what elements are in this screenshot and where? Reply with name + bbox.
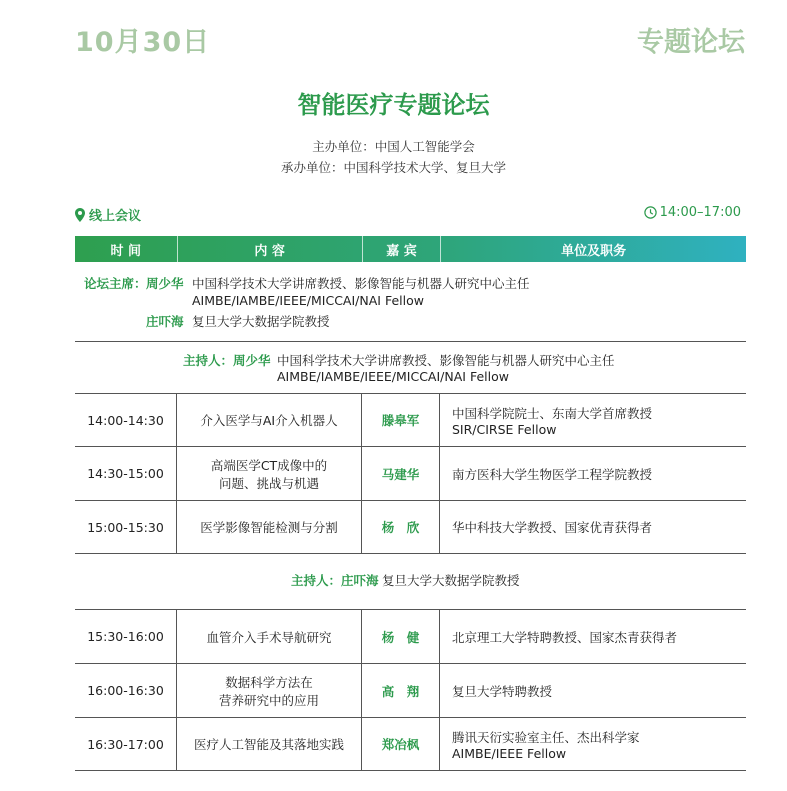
header-guest: 嘉 宾 [363, 236, 442, 262]
table-row [75, 718, 746, 771]
session1-host: 主持人：周少华 [183, 353, 271, 368]
row-speaker: 滕皋军 [362, 394, 440, 446]
session2-host-title: 复旦大学大数据学院教授 [382, 573, 520, 588]
row-affiliation [440, 718, 746, 770]
affiliation-line-2: AIMBE/IEEE Fellow [452, 745, 567, 761]
session1-host-fellow: AIMBE/IAMBE/IEEE/MICCAI/NAI Fellow [277, 369, 509, 384]
table-row [75, 664, 746, 718]
row-topic [177, 447, 362, 500]
row-affiliation: 北京理工大学特聘教授、国家杰青获得者 [452, 629, 678, 645]
session2-host: 主持人：庄吓海 [291, 573, 379, 588]
forum-date: 10月30日 [75, 27, 211, 58]
topic-line: 高端医学CT成像中的 [210, 457, 328, 473]
row-speaker: 杨 健 [362, 610, 440, 663]
row-topic: 医学影像智能检测与分割 [177, 501, 362, 553]
row-speaker: 马建华 [362, 447, 440, 500]
meeting-location [75, 205, 141, 224]
header-time: 时 间 [75, 236, 178, 262]
affiliation-line: 腾讯天衍实验室主任、杰出科学家 [452, 729, 640, 745]
row-time: 15:30-16:00 [75, 610, 177, 663]
table-row [75, 501, 746, 554]
location-pin-icon [75, 208, 85, 222]
clock-icon [644, 206, 657, 219]
agenda-table [75, 236, 746, 771]
row-speaker: 郑冶枫 [362, 718, 440, 770]
row-affiliation: 复旦大学特聘教授 [452, 683, 553, 699]
row-topic: 医疗人工智能及其落地实践 [177, 718, 362, 770]
affiliation-line: 中国科学院院士、东南大学首席教授 [452, 405, 653, 421]
table-row [75, 394, 746, 447]
session1-host-block [75, 342, 746, 394]
row-affiliation [440, 394, 746, 446]
co-host-organizer: 承办单位：中国科学技术大学、复旦大学 [280, 160, 506, 175]
location-label: 线上会议 [89, 209, 142, 224]
row-time: 16:30-17:00 [75, 718, 177, 770]
forum-chair2-title: 复旦大学大数据学院教授 [192, 314, 330, 329]
row-affiliation: 华中科技大学教授、国家优青获得者 [452, 520, 653, 535]
forum-chair-name: 周少华 [146, 276, 184, 291]
row-time: 14:30-15:00 [75, 447, 177, 500]
forum-chair-title: 中国科学技术大学讲席教授、影像智能与机器人研究中心主任 [192, 276, 530, 291]
topic-line: 数据科学方法在 [225, 674, 313, 690]
section-tag: 专题论坛 [637, 27, 745, 58]
page-title: 智能医疗专题论坛 [297, 91, 490, 119]
host-organizer: 主办单位：中国人工智能学会 [312, 139, 475, 154]
forum-chair-label: 论坛主席： [84, 276, 147, 291]
session2-host-block [75, 554, 746, 610]
row-time: 16:00-16:30 [75, 664, 177, 717]
table-row [75, 610, 746, 664]
row-speaker: 杨 欣 [362, 501, 440, 553]
table-header [75, 236, 746, 262]
table-row [75, 447, 746, 501]
time-label: 14:00–17:00 [659, 205, 741, 220]
row-topic [177, 664, 362, 717]
forum-chair2-name: 庄吓海 [146, 314, 184, 329]
topic-line-2: 营养研究中的应用 [218, 692, 319, 708]
row-topic: 血管介入手术导航研究 [177, 610, 362, 663]
row-affiliation: 南方医科大学生物医学工程学院教授 [452, 466, 653, 482]
session1-host-title: 中国科学技术大学讲席教授、影像智能与机器人研究中心主任 [277, 353, 615, 368]
header-affiliation: 单位及职务 [561, 243, 627, 259]
row-time: 15:00-15:30 [75, 501, 177, 553]
row-topic: 介入医学与AI介入机器人 [177, 394, 362, 446]
forum-chairs-block [75, 262, 746, 342]
affiliation-line-2: SIR/CIRSE Fellow [452, 421, 557, 437]
row-speaker: 高 翔 [362, 664, 440, 717]
topic-line-2: 问题、挑战与机遇 [218, 475, 319, 491]
header-content: 内 容 [178, 236, 363, 262]
meeting-time [644, 205, 741, 220]
row-time: 14:00-14:30 [75, 394, 177, 446]
forum-chair-fellow: AIMBE/IAMBE/IEEE/MICCAI/NAI Fellow [192, 293, 424, 308]
